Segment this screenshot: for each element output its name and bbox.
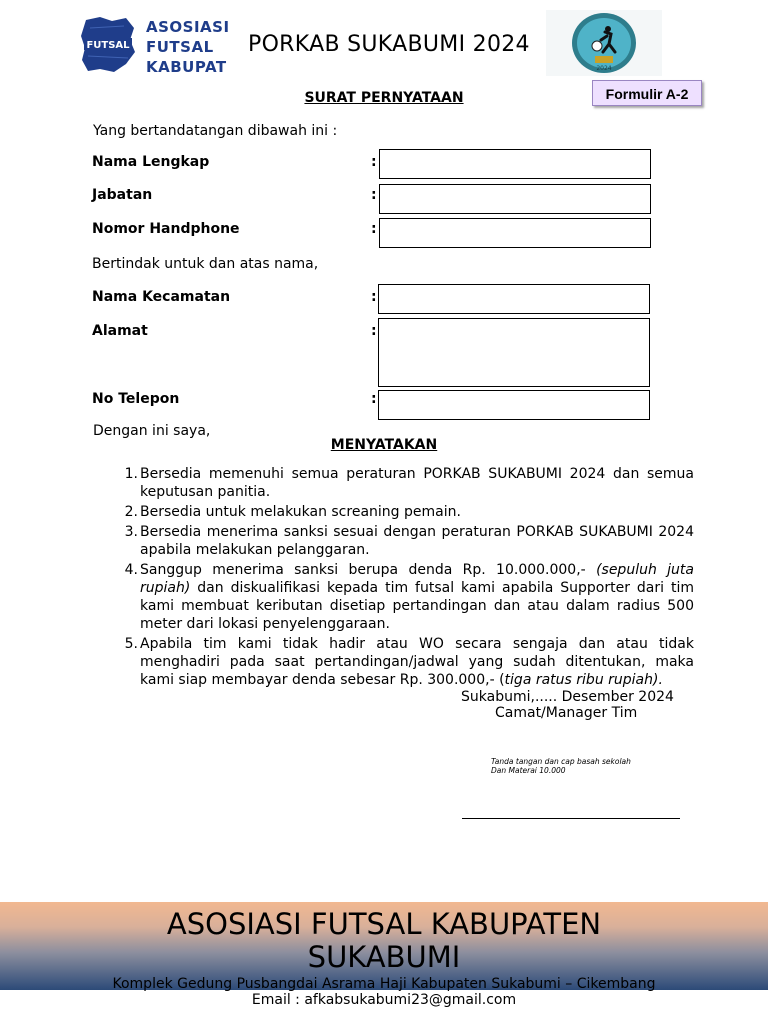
declaration-list [110, 465, 694, 691]
footer-title-line: ASOSIASI FUTSAL KABUPATEN [166, 907, 602, 941]
phone-label: Nomor Handphone [92, 221, 240, 237]
list-item [110, 635, 694, 689]
position-field[interactable] [379, 184, 651, 214]
signature-note-line: Dan Materai 10.000 [491, 766, 566, 775]
futsal-logo [80, 16, 136, 74]
footer-address: Komplek Gedung Pusbangdai Asrama Haji Kabupaten Sukabumi – Cikembang [112, 976, 656, 992]
district-colon: : [371, 289, 377, 305]
district-field[interactable] [378, 284, 650, 314]
list-item-text: Bersedia memenuhi semua peraturan PORKAB SUKABUMI 2024 dan semua keputusan panitia. [140, 466, 694, 500]
list-item-text-part: dan diskualifikasi kepada tim futsal kami apabila Supporter dari tim kami membuat keributan disetiap pertandingan dan atau dalam radius 500 meter dari lokasi penyelenggaraan. [140, 580, 694, 632]
list-item [110, 503, 694, 521]
statement-intro: Dengan ini saya, [93, 423, 211, 439]
telephone-label: No Telepon [92, 391, 180, 407]
telephone-field[interactable] [378, 390, 650, 420]
address-field[interactable] [378, 318, 650, 387]
telephone-colon: : [371, 391, 377, 407]
full-name-colon: : [371, 154, 377, 170]
list-item-text [139, 635, 694, 689]
org-name [146, 17, 230, 77]
position-label: Jabatan [92, 187, 153, 203]
form-code-badge: Formulir A-2 [592, 80, 702, 106]
signature-line [462, 818, 680, 819]
org-name-line: ASOSIASI [146, 18, 230, 36]
footer-email: Email : afkabsukabumi23@gmail.com [251, 992, 517, 1008]
intro-text: Yang bertandatangan dibawah ini : [93, 123, 338, 139]
futsal-logo-text: FUTSAL [86, 40, 130, 51]
list-item-text-italic: (sepuluh juta rupiah) [140, 562, 694, 596]
list-item [110, 523, 694, 559]
declaration-title: MENYATAKAN [330, 437, 438, 453]
signature-role: Camat/Manager Tim [495, 705, 638, 721]
on-behalf-text: Bertindak untuk dan atas nama, [92, 256, 319, 272]
full-name-label: Nama Lengkap [92, 154, 210, 170]
header-title: PORKAB SUKABUMI 2024 [248, 32, 530, 57]
list-item-text-italic: tiga ratus ribu rupiah). [504, 672, 663, 688]
phone-colon: : [371, 221, 377, 237]
list-item [110, 561, 694, 633]
address-colon: : [371, 323, 377, 339]
list-item [110, 465, 694, 501]
list-item-text [139, 561, 694, 633]
org-name-line: KABUPAT [146, 58, 227, 76]
signature-note [491, 757, 631, 775]
list-item-number: 4 . [110, 561, 139, 633]
porkab-logo [571, 12, 637, 74]
list-item-text-part: Sanggup menerima sanksi berupa denda Rp. 10.000.000,- [140, 562, 597, 578]
document-title: SURAT PERNYATAAN [304, 90, 464, 106]
phone-field[interactable] [379, 218, 651, 248]
list-item-number: 5 . [110, 635, 139, 689]
list-item-number: 2 . [110, 503, 139, 521]
signature-note-line: Tanda tangan dan cap basah sekolah [491, 757, 631, 766]
porkab-logo-year: 2024 [596, 65, 612, 72]
full-name-field[interactable] [379, 149, 651, 179]
list-item-text-part: Apabila tim kami tidak hadir atau WO secara sengaja dan atau tidak menghadiri pada saat pertandingan/jadwal yang sudah ditentukan, maka kami siap membayar denda sebesar Rp. 300.000,- ( [140, 636, 694, 688]
signature-place-date: Sukabumi,..... Desember 2024 [461, 689, 674, 705]
list-item-text: Bersedia untuk melakukan screaning pemain. [140, 504, 461, 520]
address-label: Alamat [92, 323, 148, 339]
district-label: Nama Kecamatan [92, 289, 231, 305]
footer-title [0, 908, 768, 974]
list-item-number: 1 . [110, 465, 139, 501]
position-colon: : [371, 187, 377, 203]
footer-title-line: SUKABUMI [307, 940, 461, 974]
list-item-text: Bersedia menerima sanksi sesuai dengan peraturan PORKAB SUKABUMI 2024 apabila melakukan pelanggaran. [140, 524, 694, 558]
org-name-line: FUTSAL [146, 38, 214, 56]
list-item-number: 3 . [110, 523, 139, 559]
